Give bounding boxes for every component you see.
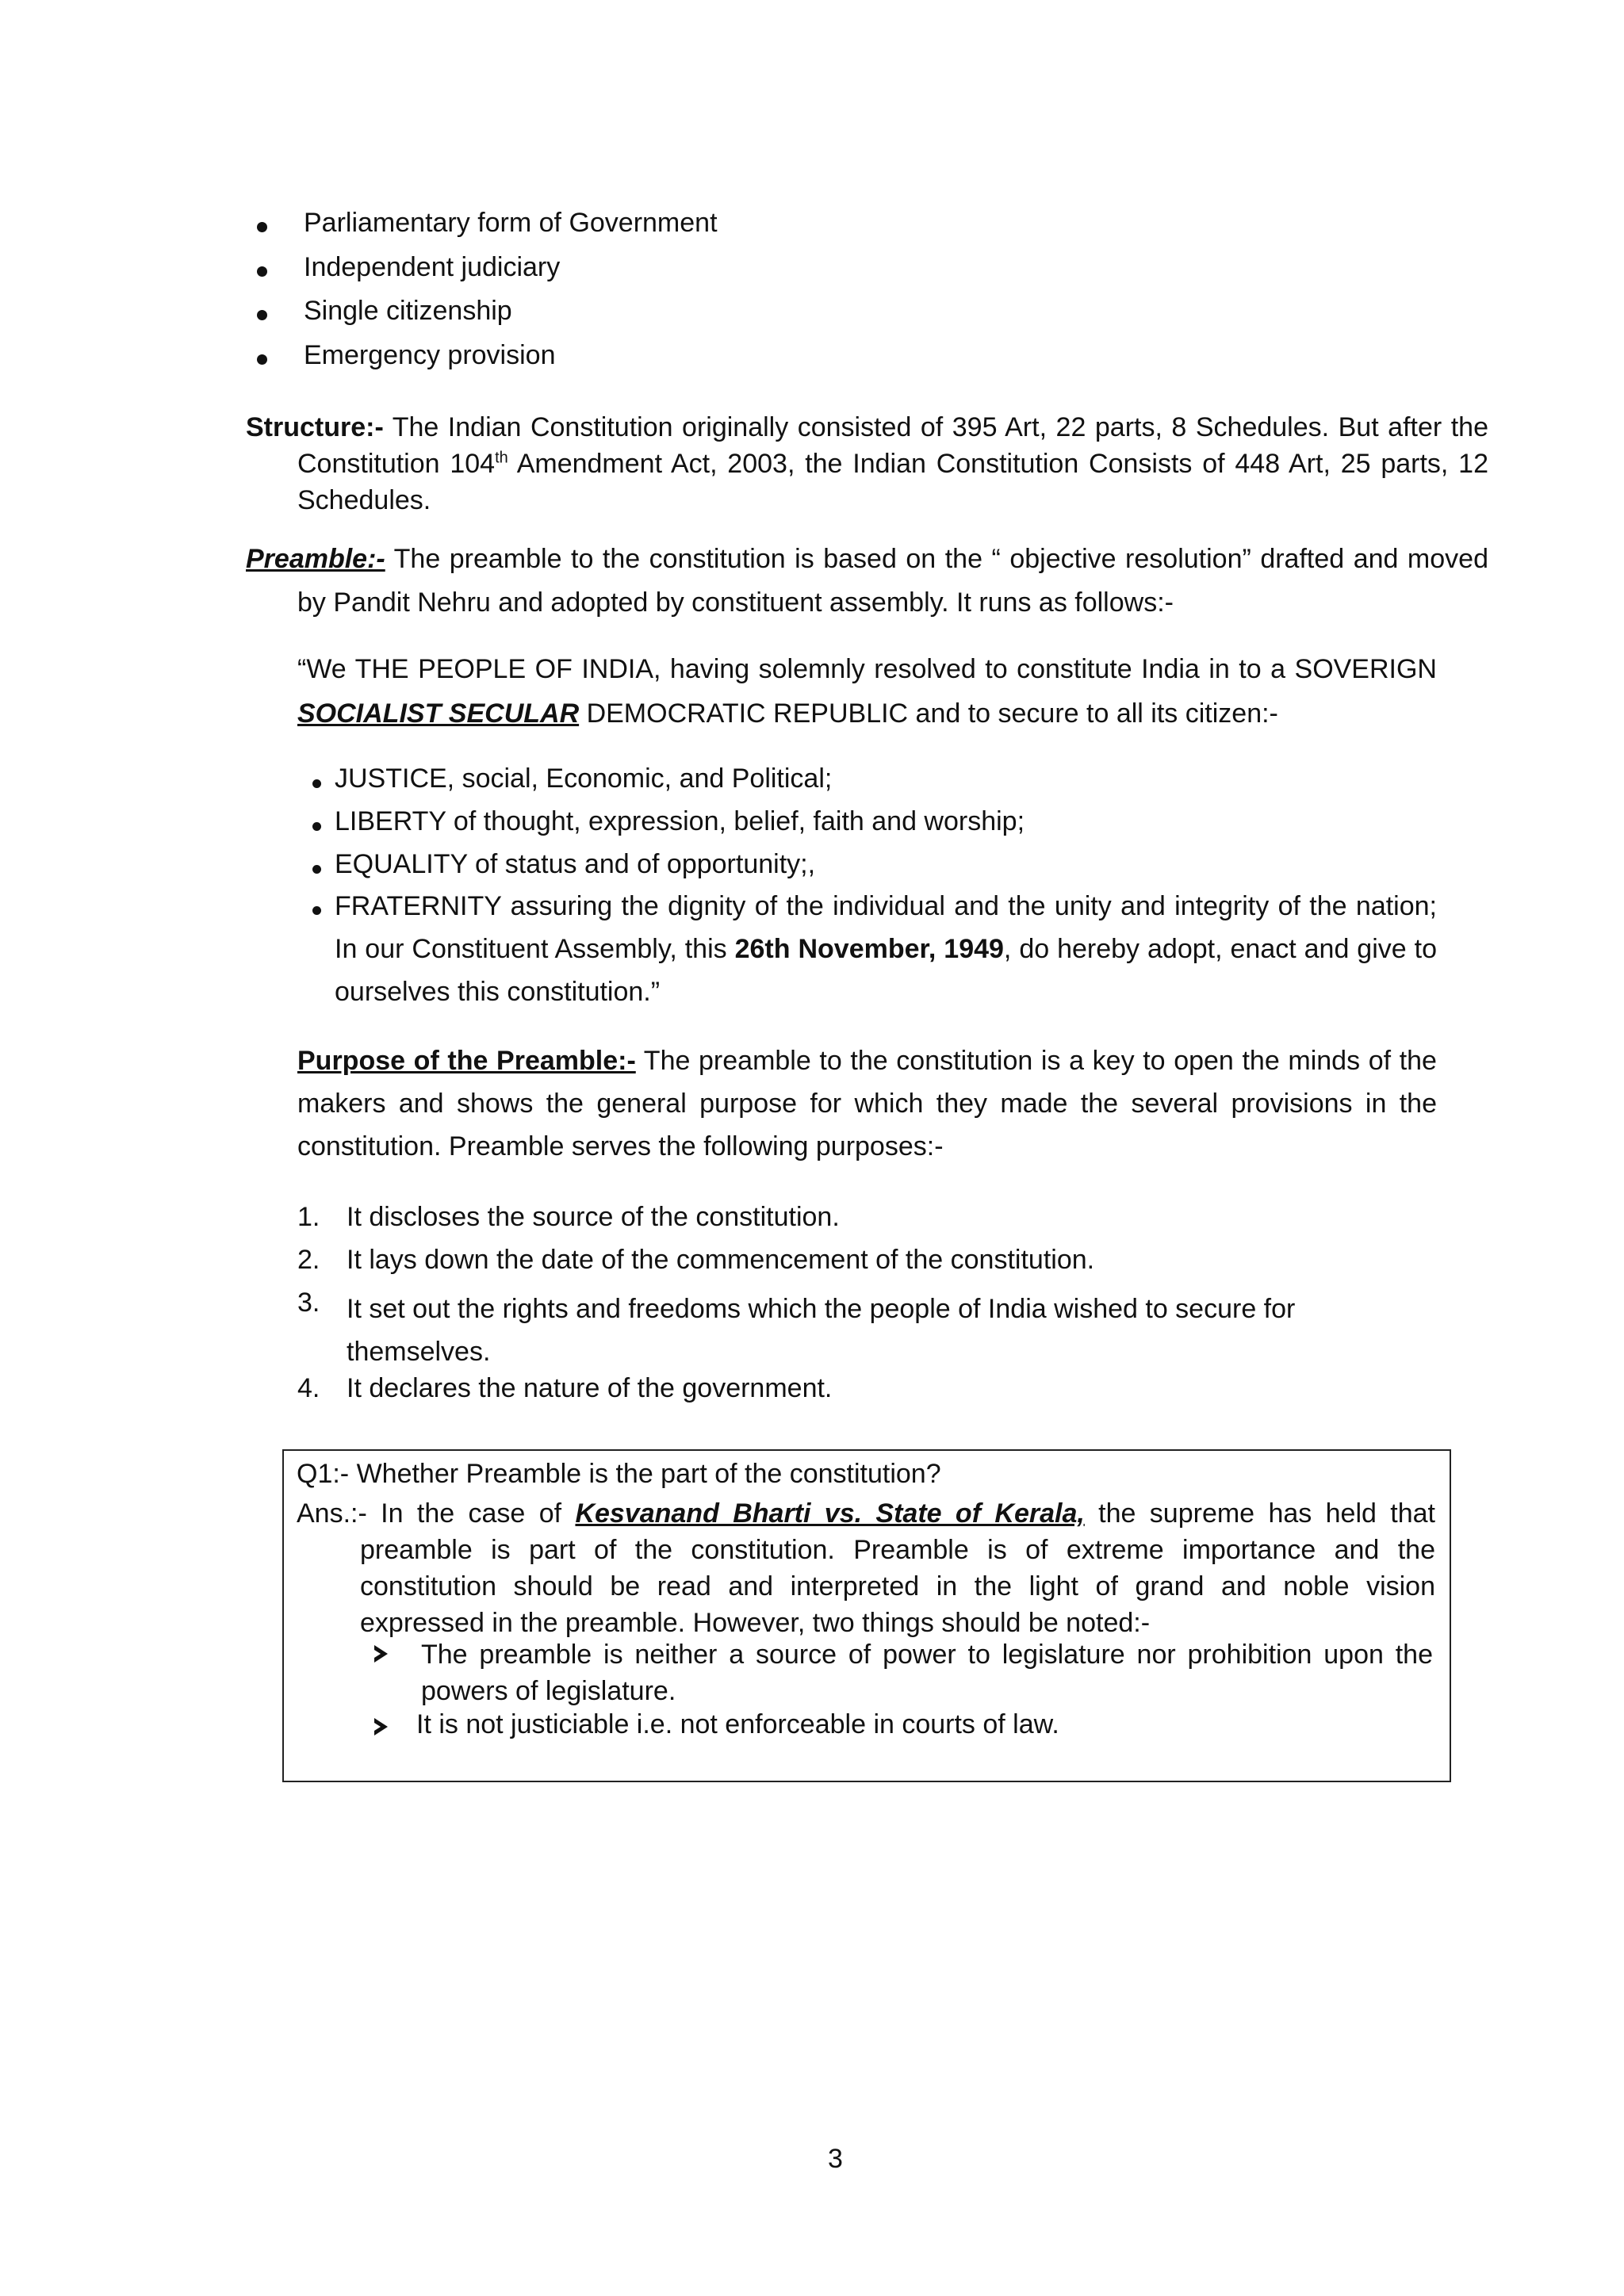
case-name: Kesvanand Bharti vs. State of Kerala, xyxy=(575,1498,1085,1529)
answer-text: the supreme has held that preamble is part of the constitution. Preamble is of extreme importance and the constitution should be read and interpreted in the light of grand and noble vision expressed in the preamble. However, two things should be noted:- xyxy=(360,1498,1435,1638)
bullet-icon xyxy=(312,865,321,874)
arrow-bullet-icon xyxy=(374,1718,388,1735)
fraternity-date: 26th November, 1949 xyxy=(734,934,1004,964)
bullet-icon xyxy=(312,779,321,788)
feature-item: Independent judiciary xyxy=(304,252,561,282)
purpose-item: It lays down the date of the commencement of the constitution. xyxy=(347,1245,1095,1275)
preamble-text: The preamble to the constitution is based on the “ objective resolution” drafted and moved by Pandit Nehru and adopted by constituent assembly. It runs as follows:- xyxy=(297,544,1488,618)
question-text: Q1:- Whether Preamble is the part of the constitution? xyxy=(297,1459,941,1489)
feature-item: Parliamentary form of Government xyxy=(304,208,718,238)
answer-prefix: Ans.:- In the case of xyxy=(297,1498,562,1529)
purpose-num: 1. xyxy=(297,1202,320,1232)
preamble-label: Preamble:- xyxy=(246,544,385,574)
quote-emphasis: SOCIALIST SECULAR xyxy=(297,698,580,729)
structure-text-a: The Indian Constitution originally consisted of 395 Art, 22 parts, 8 Schedules. But after the Constitution 104 xyxy=(297,412,1488,479)
purpose-text: The preamble to the constitution is a key to open the minds of the makers and shows the general purpose for which they made the several provisions in the constitution. Preamble serves the following purposes:- xyxy=(297,1046,1437,1161)
purpose-label: Purpose of the Preamble:- xyxy=(297,1046,636,1076)
feature-item: Single citizenship xyxy=(304,296,512,326)
page-number: 3 xyxy=(828,2144,843,2174)
structure-text-b: Amendment Act, 2003, the Indian Constitution Consists of 448 Art, 25 parts, 12 Schedules. xyxy=(297,449,1488,515)
preamble-paragraph xyxy=(246,538,1488,625)
purpose-num: 2. xyxy=(297,1245,320,1275)
bullet-icon xyxy=(312,822,321,831)
bullet-icon xyxy=(257,222,267,232)
purpose-num: 4. xyxy=(297,1373,320,1403)
preamble-item: EQUALITY of status and of opportunity;, xyxy=(335,849,816,879)
purpose-item: It declares the nature of the government. xyxy=(347,1373,833,1403)
structure-label: Structure:- xyxy=(246,412,384,442)
feature-item: Emergency provision xyxy=(304,340,556,370)
structure-sup: th xyxy=(495,449,508,467)
qa-point: The preamble is neither a source of power to legislature nor prohibition upon the powers of legislature. xyxy=(421,1640,1433,1706)
purpose-item: It discloses the source of the constitution. xyxy=(347,1202,840,1232)
fraternity-item xyxy=(335,885,1437,1013)
answer-paragraph xyxy=(297,1495,1435,1641)
bullet-icon xyxy=(312,906,321,915)
bullet-icon xyxy=(257,354,267,365)
preamble-item: JUSTICE, social, Economic, and Political; xyxy=(335,763,833,794)
quote-text-a: “We THE PEOPLE OF INDIA, having solemnly resolved to constitute India in to a SOVERIGN xyxy=(297,654,1437,684)
arrow-bullet-icon xyxy=(374,1645,388,1663)
bullet-icon xyxy=(257,266,267,277)
purpose-num: 3. xyxy=(297,1288,320,1318)
quote-text-b: DEMOCRATIC REPUBLIC and to secure to all its citizen:- xyxy=(586,698,1278,729)
purpose-paragraph xyxy=(297,1039,1437,1168)
bullet-icon xyxy=(257,310,267,320)
purpose-item: It set out the rights and freedoms which the people of India wished to secure for themselves. xyxy=(347,1294,1296,1367)
preamble-quote xyxy=(297,647,1437,736)
structure-paragraph xyxy=(246,409,1488,519)
fraternity-text-b: , do hereby adopt, enact and give to ourselves this constitution.” xyxy=(335,934,1437,1007)
qa-point: It is not justiciable i.e. not enforceable in courts of law. xyxy=(416,1709,1059,1739)
qa-box xyxy=(282,1449,1451,1782)
preamble-item: LIBERTY of thought, expression, belief, faith and worship; xyxy=(335,806,1025,836)
fraternity-text-a: FRATERNITY assuring the dignity of the individual and the unity and integrity of the nation; In our Constituent Assembly, this xyxy=(335,891,1437,964)
